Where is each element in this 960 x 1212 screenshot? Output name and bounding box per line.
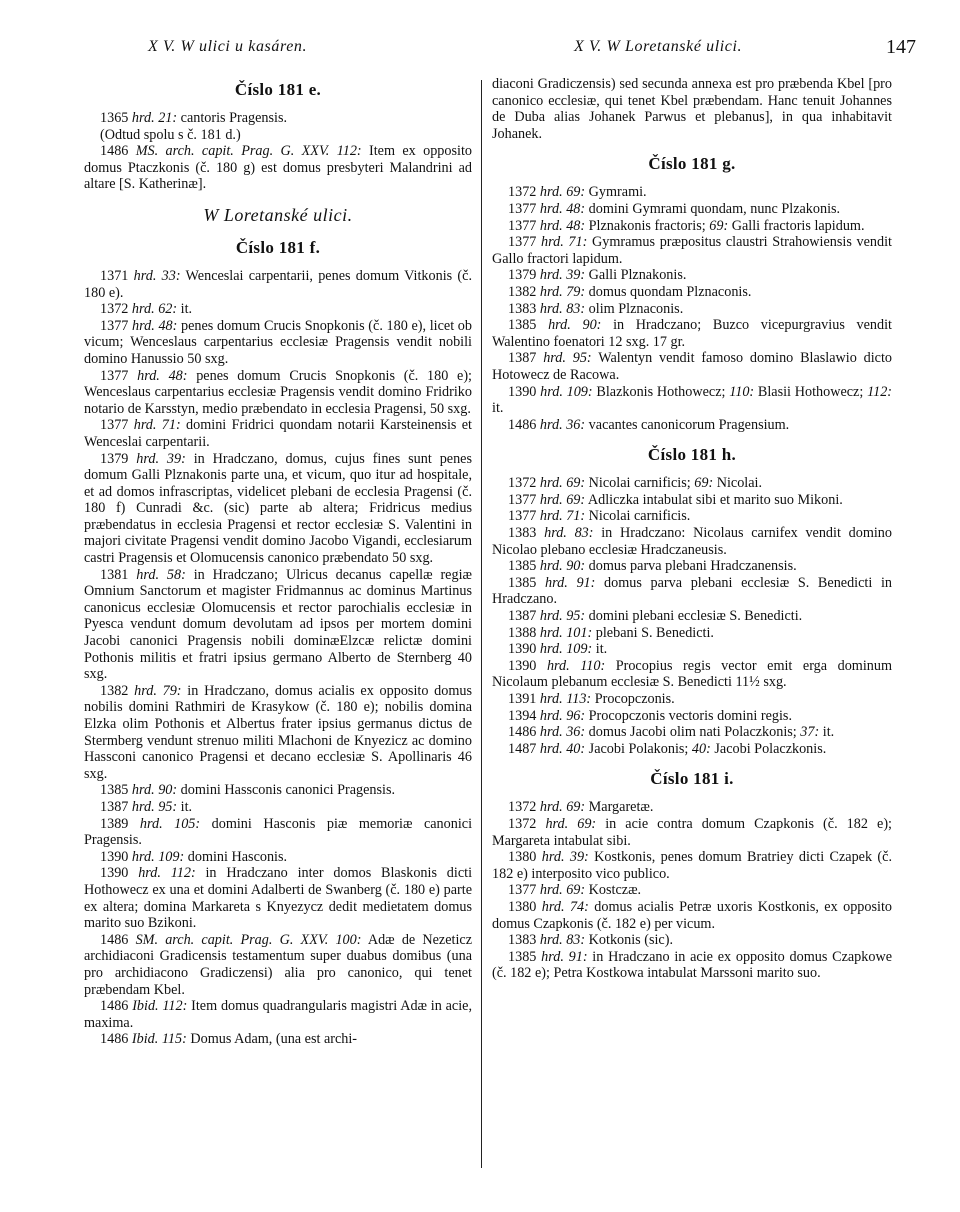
entry: 1388 hrd. 101: plebani S. Benedicti. — [508, 624, 714, 641]
heading-181g: Číslo 181 g. — [648, 154, 736, 174]
heading-181e: Číslo 181 e. — [234, 80, 322, 99]
entry: 1486 MS. arch. capit. Prag. G. XXV. 112: Item ex opposito domus Ptaczkonis (č. 180 g) est domus presbyteri Malandrini ad altare [S. Katherinæ]. — [84, 143, 472, 193]
entry: 1379 hrd. 39: in Hradczano, domus, cujus fines sunt penes domum Galli Plznakonis parte una, et vicum, quo itur ad hospitale, et ad domos infrascriptas, videlicet plebani de ecclesia Pragensi (č. 180 f) Cunradi &c. (sic) parte ab altera; Fridricus medius præbendatus in ecclesia Pragensi et rector ecclesiæ S. Valentini in majori civitate Pragensi vendit domino Jacobo Vigandi, ecclesiarum castri Pragensis et Olomucensis canonico præbendato 50 sxg. — [84, 450, 472, 567]
entry: 1487 hrd. 40: Jacobi Polakonis; 40: Jacobi Polaczkonis. — [508, 740, 827, 757]
entry: 1377 hrd. 48: penes domum Crucis Snopkonis (č. 180 e), licet ob vicum; Wenceslaus carpentarius ecclesiæ Pragensis vendit nobili domino Hanussio 50 sxg. — [84, 317, 472, 367]
entry: 1486 SM. arch. capit. Prag. G. XXV. 100: Adæ de Nezeticz archidiaconi Gradicensis testamentum super duabus domibus (una pro archidiacono Gradiczensi) alia pro canonico, qui tenet præbendam Kbel. — [84, 931, 473, 998]
entry: 1372 hrd. 69: Gymrami. — [508, 184, 647, 201]
entry: 1390 hrd. 109: Blazkonis Hothowecz; 110: Blasii Hothowecz; 112: it. — [492, 383, 893, 417]
entry: 1380 hrd. 74: domus acialis Petræ uxoris Kostkonis, ex opposito domus Czapkonis (č. 182 e) per vicum. — [492, 898, 892, 932]
entry: 1379 hrd. 39: Galli Plznakonis. — [508, 267, 687, 284]
header-right: X V. W Loretanské ulici. — [574, 38, 743, 55]
entry: 1385 hrd. 90: domus parva plebani Hradczanensis. — [508, 558, 797, 575]
running-header — [84, 38, 916, 64]
column-divider — [481, 80, 482, 1168]
entry: 1381 hrd. 58: in Hradczano; Ulricus decanus capellæ regiæ Omnium Sanctorum et magister Fridmannus ac dominus Martinus canonicus ecclesiæ Olomucensis et rector parochialis ecclesiæ in Pyesca vendunt domum devolutam ad ipsos per mortem domini Jacobi canonici Pragensis nobili dominæElzcæ relictæ domini Pothonis militis et fratri ipsius germano Alberto de Sternberg 40 sxg. — [84, 566, 472, 683]
entry: 1385 hrd. 90: in Hradczano; Buzco vicepurgravius vendit Walentino foenatori 12 sxg. 17 gr. — [492, 317, 892, 350]
heading-181i: Číslo 181 i. — [650, 769, 734, 789]
entry: 1382 hrd. 79: domus quondam Plznaconis. — [508, 283, 752, 300]
entry: 1383 hrd. 83: olim Plznaconis. — [508, 300, 684, 317]
entry: 1390 hrd. 110: Procopius regis vector emit erga dominum Nicolaum plebanum ecclesiæ S. Benedicti 11½ sxg. — [492, 657, 893, 691]
entry: 1385 hrd. 91: in Hradczano in acie ex opposito domus Czapkowe (č. 182 e); Petra Kostkowa intabulat Marssoni marito suo. — [492, 948, 892, 982]
entry: 1377 hrd. 48: domini Gymrami quondam, nunc Plzakonis. — [508, 200, 841, 217]
entry: 1377 hrd. 48: Plznakonis fractoris; 69: Galli fractoris lapidum. — [508, 217, 865, 234]
entry: 1371 hrd. 33: Wenceslai carpentarii, penes domum Vitkonis (č. 180 e). — [84, 267, 472, 301]
entry: 1377 hrd. 71: Nicolai carnificis. — [508, 508, 691, 525]
entry: 1383 hrd. 83: Kotkonis (sic). — [508, 932, 674, 949]
right-column — [492, 76, 892, 982]
entry: 1387 hrd. 95: domini plebani ecclesiæ S. Benedicti. — [508, 608, 803, 625]
entry: 1382 hrd. 79: in Hradczano, domus acialis ex opposito domus nobilis domini Rathmiri de Krasykow (č. 180 e); nobilis domina Elzka olim Pothonis et Albertus frater ipsius germanus dictus de Stermberg vendunt strenuo militi Mlachoni de Knyezicz ac domino Hassconi canonico Pragensi et decano ecclesiæ S. Apollinaris 46 sxg. — [84, 682, 473, 782]
entry: 1387 hrd. 95: it. — [100, 798, 193, 815]
entry: 1377 hrd. 48: penes domum Crucis Snopkonis (č. 180 e); Wenceslaus carpentarius ecclesiæ Pragensis vendit domino Fridriko notario de Karsstyn, medio præbendato in ecclesia Pragensi, 50 sxg. — [84, 367, 472, 417]
entry: 1394 hrd. 96: Procopczonis vectoris domini regis. — [508, 707, 792, 724]
entry: 1372 hrd. 69: in acie contra domum Czapkonis (č. 182 e); Margareta intabulat sibi. — [492, 815, 892, 849]
entry: 1372 hrd. 69: Nicolai carnificis; 69: Nicolai. — [508, 475, 763, 492]
entry: 1391 hrd. 113: Procopczonis. — [508, 691, 675, 707]
entry: 1380 hrd. 39: Kostkonis, penes domum Bratriey dicti Czapek (č. 182 e) interposito vico publico. — [492, 849, 893, 882]
entry: 1486 hrd. 36: domus Jacobi olim nati Polaczkonis; 37: it. — [508, 724, 835, 741]
entry: 1385 hrd. 91: domus parva plebani ecclesiæ S. Benedicti in Hradczano. — [492, 574, 893, 608]
continued-text: diaconi Gradiczensis) sed secunda annexa est pro præbenda Kbel [pro canonico ecclesiæ, qui tenet Kbel præbendam. Hanc tenuit Johannes de Duba alias Johanek Parwus et plebanus], in qua inhabitavit Johanek. — [492, 76, 892, 142]
entry: 1377 hrd. 69: Kostczæ. — [508, 882, 642, 899]
entry: 1372 hrd. 62: it. — [100, 301, 193, 318]
entry: 1390 hrd. 112: in Hradczano inter domos Blaskonis dicti Hothowecz ex una et domini Adalberti de Swanberg (č. 180 e) parte ex altera; domina Markareta s Knyezycz dedit medietatem domus marito suo Bzikoni. — [84, 865, 473, 932]
entry: 1486 Ibid. 112: Item domus quadrangularis magistri Adæ in acie, maxima. — [84, 998, 473, 1031]
entry: 1377 hrd. 71: domini Fridrici quondam notarii Karsteinensis et Wenceslai carpentarii. — [84, 417, 472, 450]
entry: 1387 hrd. 95: Walentyn vendit famoso domino Blaslawio dicto Hotowecz de Racowa. — [492, 350, 893, 383]
entry: 1389 hrd. 105: domini Hasconis piæ memoriæ canonici Pragensis. — [84, 815, 473, 849]
entry: 1365 hrd. 21: cantoris Pragensis. — [100, 110, 288, 126]
entry: 1377 hrd. 69: Adliczka intabulat sibi et marito suo Mikoni. — [508, 491, 843, 508]
header-left: X V. W ulici u kasáren. — [148, 38, 308, 55]
entry: 1390 hrd. 109: it. — [508, 641, 608, 658]
entry: 1383 hrd. 83: in Hradczano: Nicolaus carnifex vendit domino Nicolao plebano ecclesiæ Hradczaneusis. — [492, 525, 892, 558]
section-title: W Loretanské ulici. — [203, 204, 353, 225]
entry: 1372 hrd. 69: Margaretæ. — [508, 799, 654, 816]
entry: 1385 hrd. 90: domini Hassconis canonici Pragensis. — [100, 782, 396, 799]
entry: 1377 hrd. 71: Gymramus præpositus claustri Strahowiensis vendit Gallo fractori lapidum. — [492, 234, 892, 267]
entry: 1390 hrd. 109: domini Hasconis. — [100, 848, 288, 865]
note: (Odtud spolu s č. 181 d.) — [100, 126, 241, 143]
heading-181f: Číslo 181 f. — [235, 237, 321, 257]
entry: 1486 hrd. 36: vacantes canonicorum Pragensium. — [508, 416, 790, 433]
left-column — [84, 76, 472, 1048]
entry: 1486 Ibid. 115: Domus Adam, (una est archi- — [100, 1031, 358, 1048]
page-number: 147 — [886, 36, 916, 58]
heading-181h: Číslo 181 h. — [647, 445, 737, 465]
